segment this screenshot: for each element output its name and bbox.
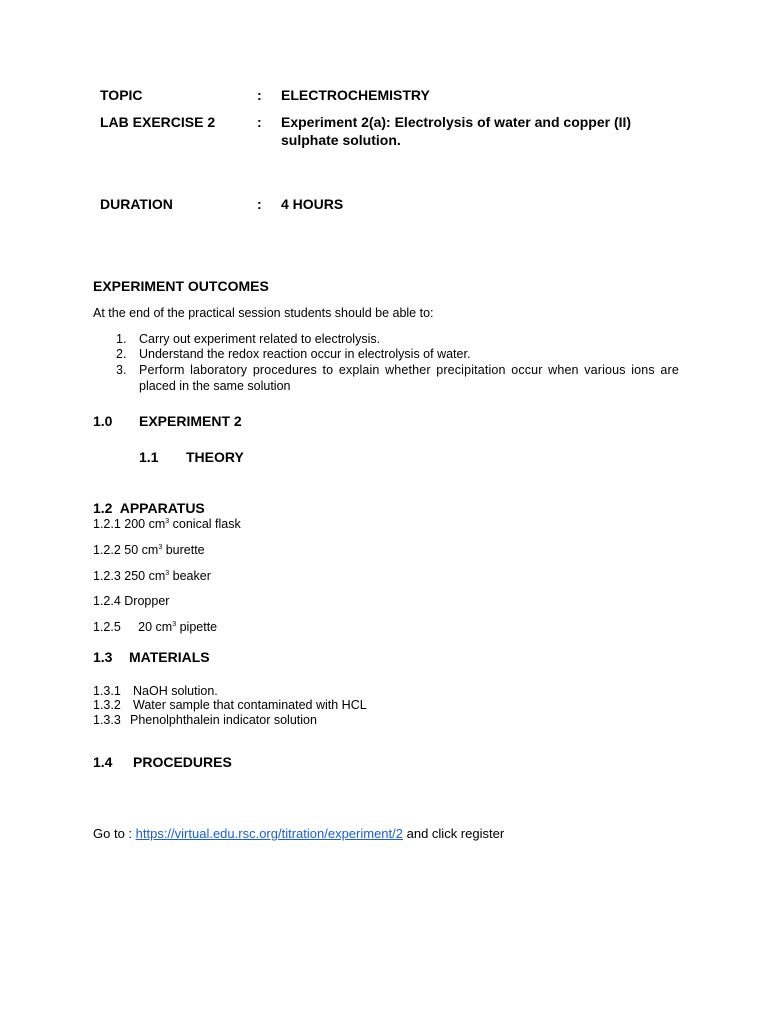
lab-exercise-value-line1: Experiment 2(a): Electrolysis of water and copper (II) (281, 114, 632, 130)
apparatus-item: 1.2.4 Dropper (93, 594, 170, 608)
material-number: 1.3.2 (93, 698, 121, 712)
materials-title: MATERIALS (129, 649, 210, 665)
material-number: 1.3.3 (93, 713, 121, 727)
goto-suffix: and click register (403, 826, 505, 841)
section-title: EXPERIMENT 2 (139, 413, 242, 429)
lab-exercise-separator: : (257, 114, 262, 130)
lab-exercise-label: LAB EXERCISE 2 (100, 114, 216, 130)
duration-value: 4 HOURS (281, 196, 344, 212)
apparatus-item: 1.2.1 200 $cm^3$ conical flask (93, 517, 241, 531)
outcome-number: 2. (116, 347, 127, 361)
duration-separator: : (257, 196, 262, 212)
apparatus-item: 1.2.3 250 $cm^3$ beaker (93, 569, 211, 583)
topic-value: ELECTROCHEMISTRY (281, 87, 430, 103)
goto-line (93, 826, 504, 841)
material-text: Water sample that contaminated with HCL (133, 698, 367, 712)
material-number: 1.3.1 (93, 684, 121, 698)
material-text: Phenolphthalein indicator solution (130, 713, 317, 727)
experiment-link[interactable]: https://virtual.edu.rsc.org/titration/experiment/2 (135, 826, 403, 841)
lab-exercise-value-line2: sulphate solution. (281, 132, 401, 148)
goto-prefix: Go to : (93, 826, 136, 841)
material-text: NaOH solution. (133, 684, 218, 698)
topic-separator: : (257, 87, 262, 103)
outcome-text: Carry out experiment related to electrolysis. (139, 332, 381, 346)
procedures-title: PROCEDURES (133, 754, 232, 770)
apparatus-heading: 1.2 APPARATUS (93, 500, 205, 516)
apparatus-item: 1.2.5 20 $cm^3$ pipette (93, 620, 218, 634)
outcomes-intro: At the end of the practical session students should be able to: (93, 306, 434, 320)
outcomes-heading: EXPERIMENT OUTCOMES (93, 278, 269, 294)
theory-number: 1.1 (139, 449, 159, 465)
outcome-text: Understand the redox reaction occur in electrolysis of water. (139, 347, 471, 361)
apparatus-item: 1.2.2 50 $cm^3$ burette (93, 543, 205, 557)
duration-label: DURATION (100, 196, 173, 212)
section-number: 1.0 (93, 413, 113, 429)
outcome-text-line2: placed in the same solution (139, 379, 291, 393)
topic-label: TOPIC (100, 87, 143, 103)
outcome-text-line1: Perform laboratory procedures to explain whether precipitation occur when various ions are (139, 363, 679, 377)
procedures-number: 1.4 (93, 754, 113, 770)
materials-number: 1.3 (93, 649, 113, 665)
outcome-number: 1. (116, 332, 127, 346)
outcome-number: 3. (116, 363, 127, 377)
theory-title: THEORY (186, 449, 244, 465)
